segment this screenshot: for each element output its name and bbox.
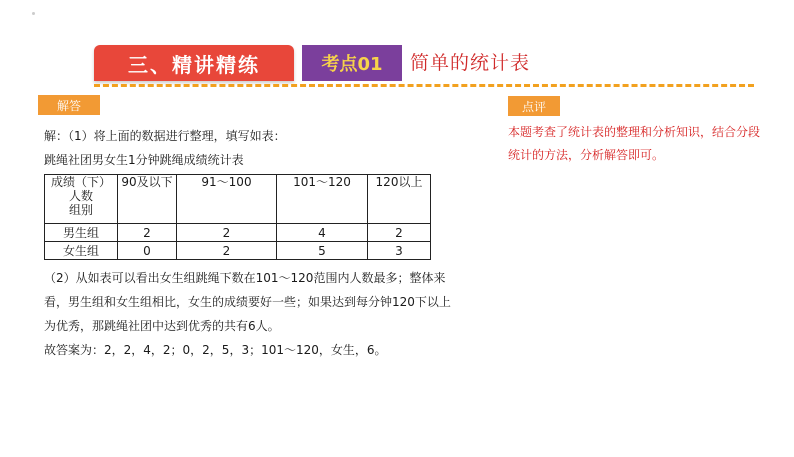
answer-tag: 解答 (38, 95, 100, 115)
section-title: 三、精讲精练 (94, 45, 294, 81)
table-corner-header (45, 175, 118, 224)
row-group-label: 女生组 (45, 242, 118, 260)
review-tag: 点评 (508, 96, 560, 116)
table-cell: 3 (368, 242, 431, 260)
table-row (45, 224, 431, 242)
header-divider (94, 84, 754, 87)
table-cell: 0 (118, 242, 177, 260)
topic-tag: 考点01 (302, 45, 402, 81)
stats-table (44, 174, 431, 260)
column-header: 90及以下 (118, 175, 177, 224)
corner-label-group: 组别 (68, 203, 93, 217)
table-row (45, 242, 431, 260)
column-header: 91～100 (177, 175, 277, 224)
topic-title: 简单的统计表 (410, 52, 531, 74)
column-header: 101～120 (277, 175, 368, 224)
review-text: 本题考查了统计表的整理和分析知识，结合分段统计的方法，分析解答即可。 (508, 125, 761, 162)
table-title: 跳绳社团男女生1分钟跳绳成绩统计表 (44, 153, 244, 167)
final-answer: 故答案为：2，2，4，2；0，2，5，3；101～120，女生，6。 (44, 343, 387, 357)
table-header-row (45, 175, 431, 224)
column-header: 120以上 (368, 175, 431, 224)
table-cell: 2 (177, 242, 277, 260)
table-cell: 2 (177, 224, 277, 242)
table-cell: 4 (277, 224, 368, 242)
table-cell: 2 (368, 224, 431, 242)
row-group-label: 男生组 (45, 224, 118, 242)
table-cell: 2 (118, 224, 177, 242)
solution-line-1: 解：（1）将上面的数据进行整理，填写如表： (44, 129, 286, 143)
decor-dot (32, 12, 35, 15)
corner-label-count: 人数 (68, 189, 93, 203)
corner-label-score: 成绩（下） (50, 175, 111, 189)
solution-paragraph-2: （2）从如表可以看出女生组跳绳下数在101～120范围内人数最多；整体来看，男生组和女生组相比，女生的成绩要好一些；如果达到每分钟120下以上为优秀，那跳绳社团中达到优秀的共有6人。 (44, 271, 451, 333)
table-cell: 5 (277, 242, 368, 260)
